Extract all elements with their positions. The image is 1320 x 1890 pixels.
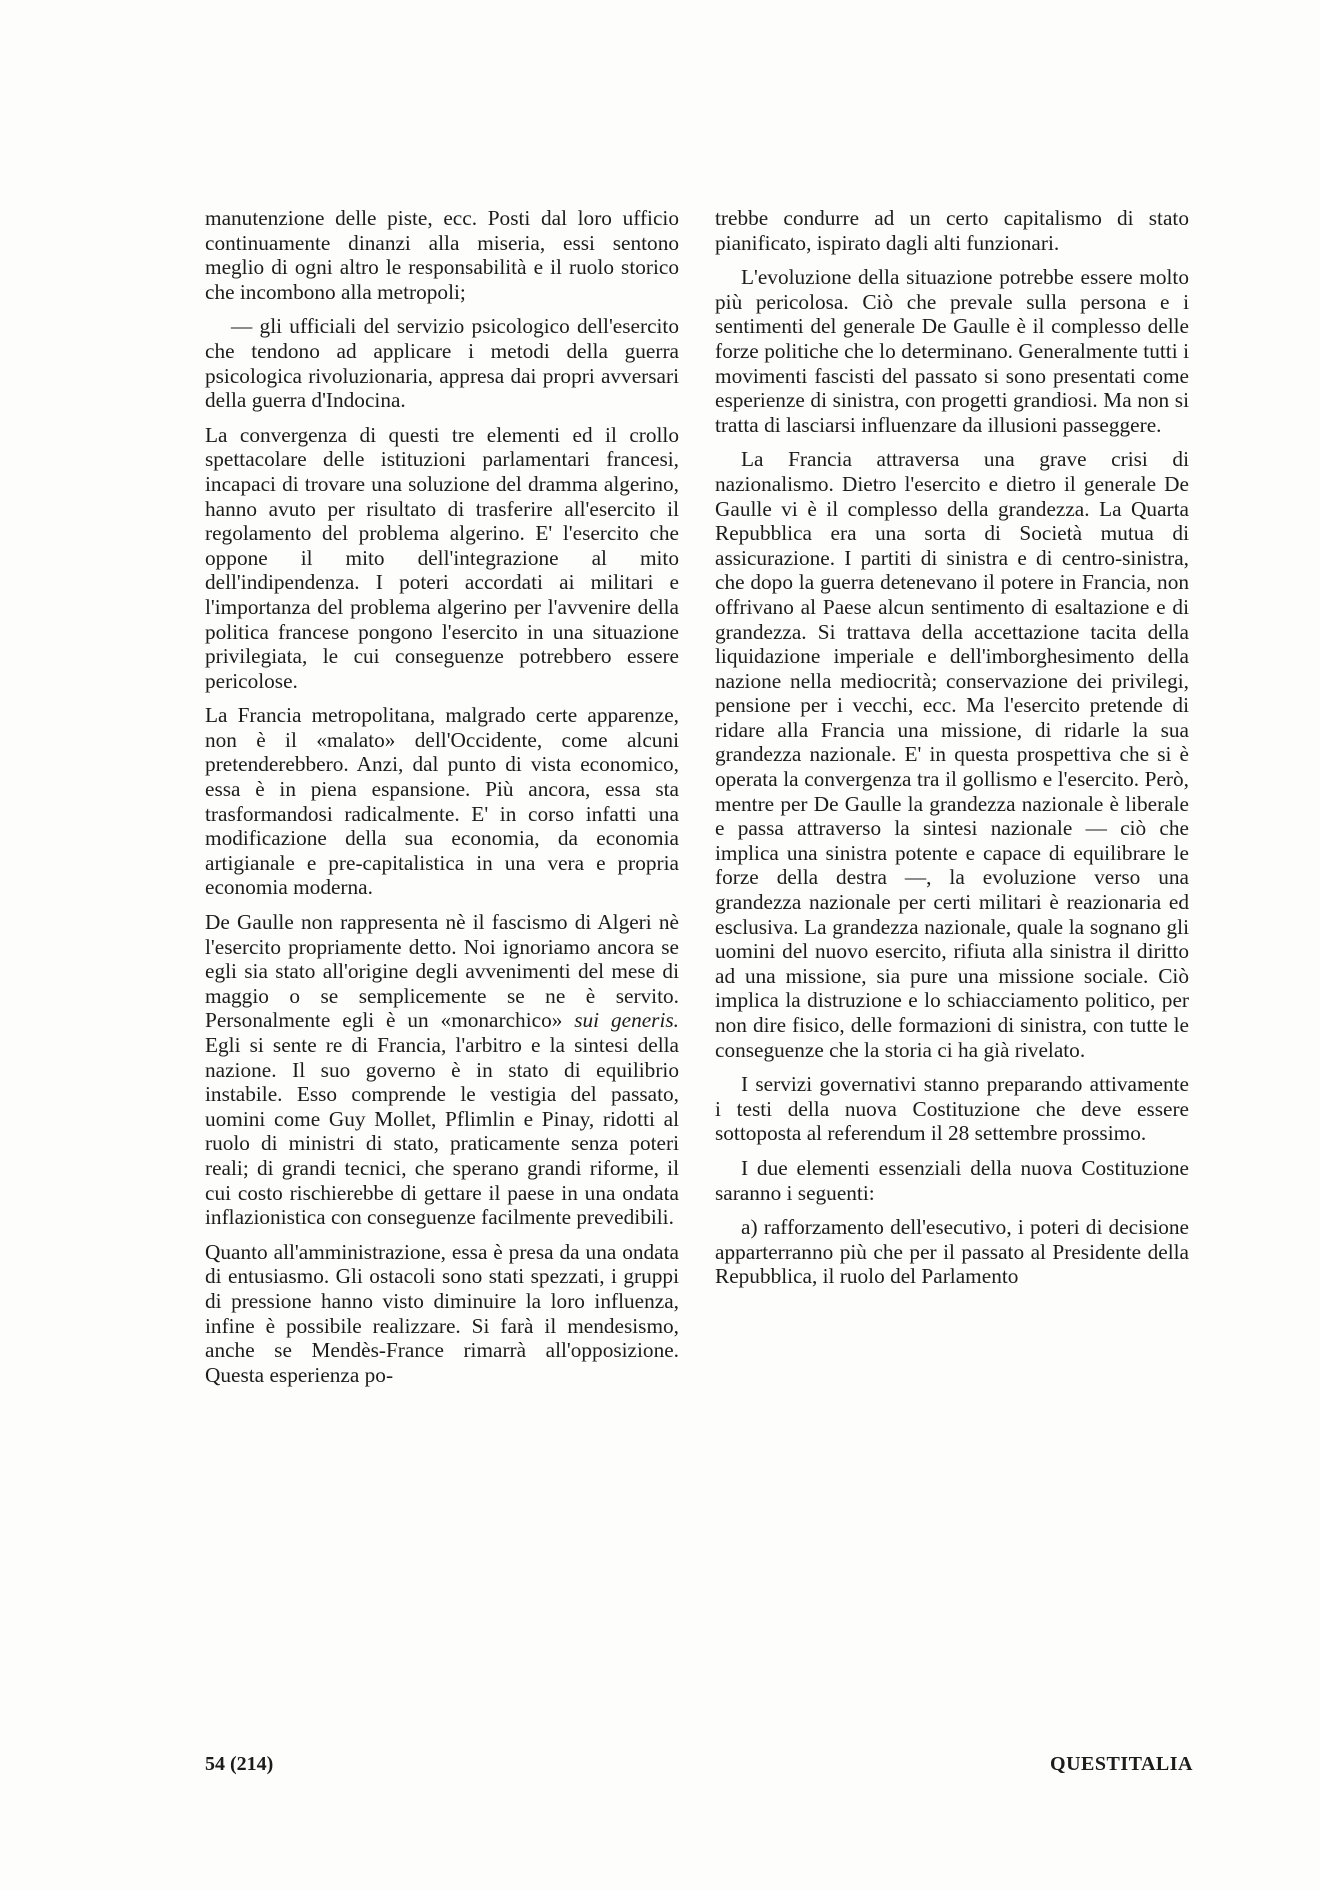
paragraph: trebbe condurre ad un certo capitalismo di stato pianificato, ispirato dagli alti funzionari. [715,206,1189,255]
paragraph: I servizi governativi stanno preparando attivamente i testi della nuova Costituzione che deve essere sottoposta al referendum il 28 settembre prossimo. [715,1072,1189,1146]
paragraph: a) rafforzamento dell'esecutivo, i poteri di decisione apparterranno più che per il passato al Presidente della Repubblica, il ruolo del Parlamento [715,1215,1189,1289]
right-column [715,206,1189,1299]
paragraph: — gli ufficiali del servizio psicologico dell'esercito che tendono ad applicare i metodi della guerra psicologica rivoluzionaria, appresa dai propri avversari della guerra d'Indocina. [205,314,679,413]
paragraph: I due elementi essenziali della nuova Costituzione saranno i seguenti: [715,1155,1189,1205]
paragraph: manutenzione delle piste, ecc. Posti dal loro ufficio continuamente dinanzi alla miseria, essi sentono meglio di ogni altro le responsabilità e il ruolo storico che incombono alla metropoli; [205,206,679,304]
publication-name: QUESTITALIA [1050,1753,1193,1775]
paragraph [205,910,679,1230]
paragraph: Quanto all'amministrazione, essa è presa da una ondata di entusiasmo. Gli ostacoli sono stati spezzati, i gruppi di pressione hanno visto diminuire la loro influenza, infine è possibile realizzare. Si farà il mendesismo, anche se Mendès-France rimarrà all'opposizione. Questa esperienza po- [205,1239,679,1387]
italic-phrase: sui generis. [574,1008,679,1033]
paragraph: La convergenza di questi tre elementi ed il crollo spettacolare delle istituzioni parlamentari francesi, incapaci di trovare una soluzione del dramma algerino, hanno avuto per risultato di trasferire all'esercito il regolamento del problema algerino. E' l'esercito che oppone il mito dell'integrazione al mito dell'indipendenza. I poteri accordati ai militari e l'importanza del problema algerino per l'avvenire della politica francese pongono l'esercito in una situazione privilegiata, le cui conseguenze potrebbero essere pericolose. [205,422,679,693]
paragraph-text: De Gaulle non rappresenta nè il fascismo di Algeri nè l'esercito propriamente detto. Noi ignoriamo ancora se egli sia stato all'origine degli avvenimenti del mese di maggio o se semplicemente se ne è servito. Personalmente egli è un «monarchico» [205,910,679,1033]
left-column [205,206,679,1397]
paragraph: La Francia attraversa una grave crisi di nazionalismo. Dietro l'esercito e dietro il generale De Gaulle vi è il complesso della grandezza. La Quarta Repubblica era una sorta di Società mutua di assicurazione. I partiti di sinistra e di centro-sinistra, che dopo la guerra detenevano il potere in Francia, non offrivano al Paese alcun sentimento di esaltazione e di grandezza. Si trattava della accettazione tacita della liquidazione imperiale e dell'imborghesimento della nazione nella mediocrità; conservazione dei privilegi, pensione per i vecchi, ecc. Ma l'esercito pretende di ridare alla Francia una missione, di ridarle la sua grandezza nazionale. E' in questa prospettiva che si è operata la convergenza tra il gollismo e l'esercito. Però, mentre per De Gaulle la grandezza nazionale è liberale e passa attraverso la sintesi nazionale — ciò che implica una sinistra potente e capace di equilibrare le forze della destra —, la evoluzione verso una grandezza nazionale per certi militari è reazionaria ed esclusiva. La grandezza nazionale, quale la sognano gli uomini del nuovo esercito, rifiuta alla sinistra il diritto ad una missione, sia pure una missione sociale. Ciò implica la distruzione e lo schiacciamento politico, per non dire fisico, delle formazioni di sinistra, con tutte le conseguenze che la storia ci ha già rivelato. [715,447,1189,1062]
paragraph: L'evoluzione della situazione potrebbe essere molto più pericolosa. Ciò che prevale sulla persona e i sentimenti del generale De Gaulle è il complesso delle forze politiche che lo determinano. Generalmente tutti i movimenti fascisti del passato si sono presentati come esperienze di sinistra, con progetti grandiosi. Ma non si tratta di lasciarsi influenzare da illusioni passeggere. [715,265,1189,437]
paragraph: La Francia metropolitana, malgrado certe apparenze, non è il «malato» dell'Occidente, come alcuni pretenderebbero. Anzi, dal punto di vista economico, essa è in piena espansione. Più ancora, essa sta trasformandosi radicalmente. E' in corso infatti una modificazione della sua economia, da economia artigianale e pre-capitalistica in una vera e propria economia moderna. [205,703,679,900]
page-number: 54 (214) [205,1753,274,1775]
paragraph-text: Egli si sente re di Francia, l'arbitro e la sintesi della nazione. Il suo governo è in stato di equilibrio instabile. Esso comprende le vestigia del passato, uomini come Guy Mollet, Pflimlin e Pinay, ridotti al ruolo di ministri di stato, praticamente senza poteri reali; di grandi tecnici, che sperano grandi riforme, il cui costo rischierebbe di gettare il paese in una ondata inflazionistica con conseguenze facilmente prevedibili. [205,1033,679,1230]
